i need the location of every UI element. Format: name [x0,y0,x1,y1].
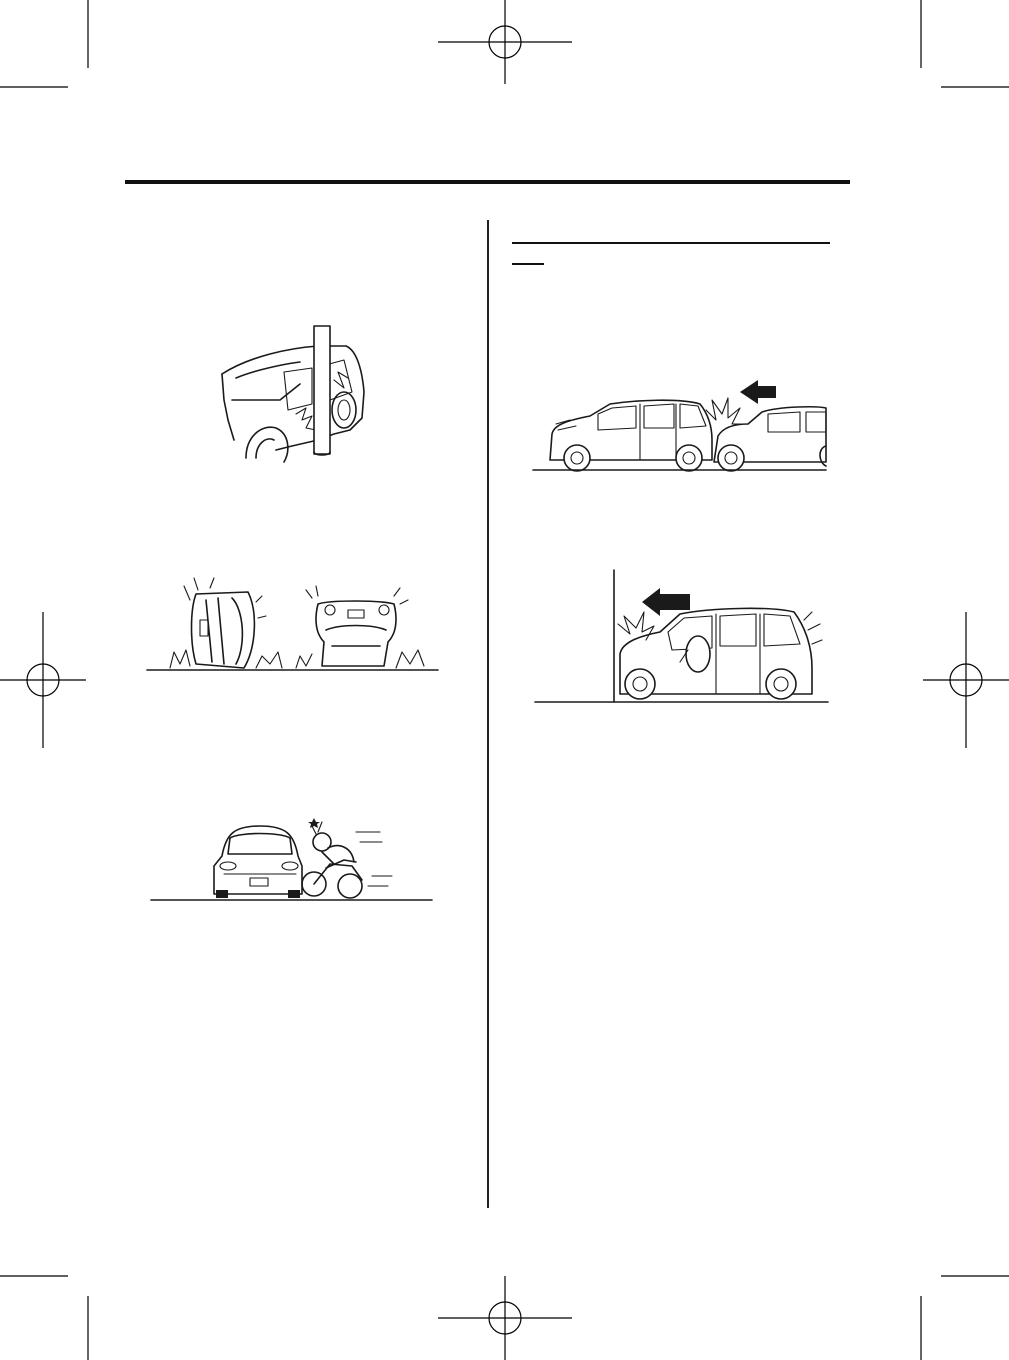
car-frontal-wall-collision-icon [535,570,828,702]
